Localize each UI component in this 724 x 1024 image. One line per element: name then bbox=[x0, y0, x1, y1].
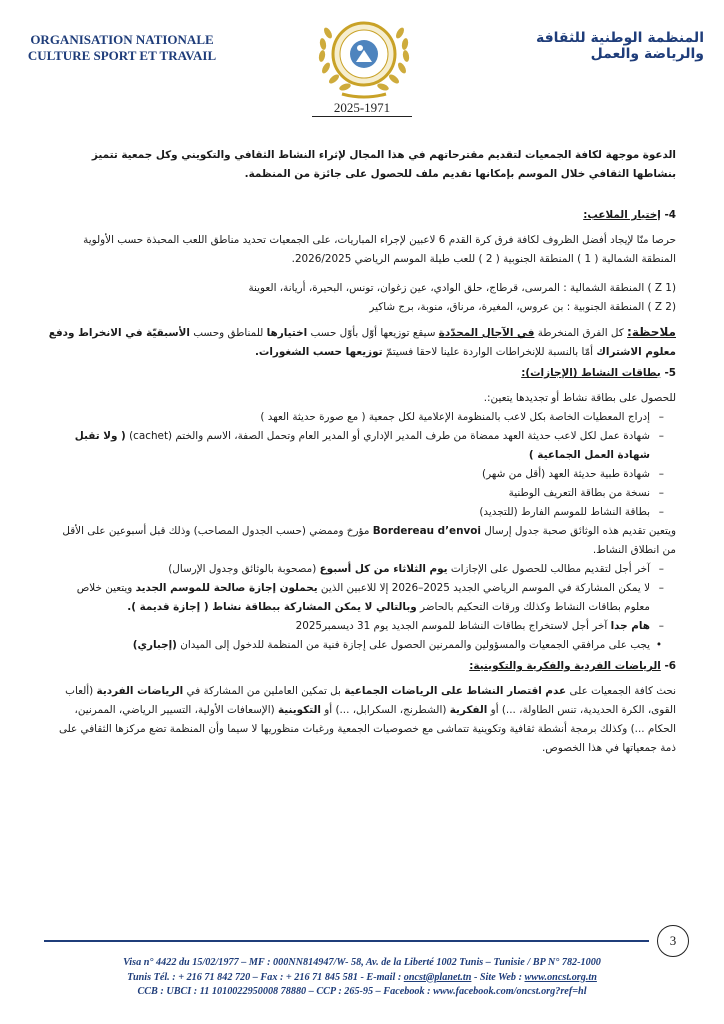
s6-text-b: عدم اقتصار النشاط على الرياضات الجماعية bbox=[344, 685, 567, 697]
list-item: – شهادة طبية حديثة العهد (أقل من شهر) bbox=[48, 465, 662, 484]
zone-1-line: (Z 1 ) المنطقة الشمالية : المرسى، قرطاج، حلق الوادي، عين زغوان، تونس، البحيرة، أريانة، العوينة bbox=[248, 282, 676, 294]
s6-text-g: (الشطرنج، السكرابل، ...) أو bbox=[324, 704, 447, 716]
section-5-title: بطاقات النشاط (الإجازات): bbox=[521, 367, 661, 379]
note-text-b: في الآجال المحدّدة bbox=[438, 327, 535, 339]
org-name-arabic: المنظمة الوطنية للثقافة والرياضة والعمل bbox=[535, 30, 704, 62]
section-6-paragraph bbox=[48, 682, 676, 758]
zone-2-line: (Z 2 ) المنطقة الجنوبية : بن عروس، المغيرة، مرناق، منوبة، برج شاكير bbox=[369, 301, 676, 313]
license-requirements-list bbox=[48, 408, 676, 522]
page-number: 3 bbox=[657, 925, 689, 957]
list-item bbox=[48, 636, 662, 655]
list-item bbox=[48, 617, 662, 636]
note-text-d: اختيارها bbox=[266, 327, 308, 339]
list-item-text: شهادة عمل لكل لاعب حديثة العهد ممضاة من طرف المدير الإداري أو المدير العام وتحمل الصفة، الاسم والختم (cachet) bbox=[129, 430, 650, 442]
list-item-emphasis: ( ولا تقبل شهادة العمل الجماعية ) bbox=[74, 430, 650, 461]
footer-line-1: Visa n° 4422 du 15/02/1977 – MF : 000NN814947/W- 58, Av. de la Liberté 1002 Tunis – Tunisie / BP N° 782-1000 bbox=[123, 957, 601, 968]
section-5-number: 5- bbox=[664, 367, 676, 379]
mandatory-text: يجب على مرافقي الجمعيات والمسؤولين والممرنين الحصول على إجازة فنية من المنظمة للدخول إلى الميدان bbox=[180, 639, 650, 651]
bordereau-french-term: Bordereau d’envoi bbox=[372, 525, 481, 537]
document-body bbox=[48, 146, 676, 758]
s6-text-a: نحث كافة الجمعيات على bbox=[569, 685, 676, 697]
list-item: – نسخة من بطاقة التعريف الوطنية bbox=[48, 484, 662, 503]
footer-line-3: CCB : UBCI : 11 1010022950008 78880 – CCP : 265-95 – Facebook : www.facebook.com/oncst.org?ref=hl bbox=[137, 986, 587, 997]
section-4-title: إختيار الملاعب: bbox=[583, 209, 661, 221]
org-name-french-line1: ORGANISATION NATIONALE bbox=[30, 32, 214, 47]
section-4-number: 4- bbox=[664, 209, 676, 221]
bordereau-paragraph bbox=[48, 522, 676, 560]
website-link[interactable]: www.oncst.org.tn bbox=[524, 971, 597, 983]
list-item bbox=[48, 579, 662, 617]
mandatory-list bbox=[48, 636, 676, 655]
note-text-f: الأسبقيّة في الانخراط ودفع معلوم الاشتراك bbox=[48, 327, 676, 358]
footer-contact bbox=[20, 956, 704, 1000]
list-item: – بطاقة النشاط للموسم الفارط (للتجديد) bbox=[48, 503, 662, 522]
s6-text-e: (ألعاب القوى، الكرة الحديدية، تنس الطاولة، ...) أو bbox=[65, 685, 676, 716]
s6-text-d: الرياضات الفردية bbox=[96, 685, 184, 697]
note-text-e: للمناطق وحسب bbox=[193, 327, 264, 339]
list-item bbox=[48, 427, 662, 465]
note-text-a: كل الفرق المنخرطة bbox=[537, 327, 624, 339]
season-text-b: يحملون إجازة صالحة للموسم الجديد bbox=[135, 582, 318, 594]
section-6-heading bbox=[48, 657, 676, 676]
org-name-french-line2: CULTURE SPORT ET TRAVAIL bbox=[27, 48, 217, 63]
important-text: آخر أجل لاستخراج بطاقات النشاط للموسم الجديد يوم 31 ديسمبر2025 bbox=[295, 620, 608, 632]
s6-text-h: التكوينية bbox=[277, 704, 321, 716]
section-4-paragraph: حرصا منّا لإيجاد أفضل الظروف لكافة فرق كرة القدم 6 لاعبين لإجراء المباريات، على الجمعيات تحديد مناطق اللعب المحبذة حسب الأولوية المنطقة الشمالية ( 1 ) المنطقة الجنوبية ( 2 ) للعب طيلة الموسم الرياضي 2026/2025. bbox=[83, 234, 676, 265]
deadline-text-b: يوم الثلاثاء من كل أسبوع bbox=[319, 563, 448, 575]
s6-text-i: (الإسعافات الأولية، التسيير الرياضي، الممرنين، الحكام ...) وكذلك برمجة أنشطة ثقافية وتكوينية تتماشى مع خصوصيات الجمعية ورغبات منظوريها لا سيما وأن المنظمة تضع مركزها الثقافي على ذمة جمعياتها في هذا الخصوص. bbox=[58, 704, 676, 754]
season-text-c: ويتعين خلاص معلوم بطاقات النشاط وكذلك ورقات التحكيم بالحاضر bbox=[76, 582, 650, 613]
s6-text-c: بل تمكين العاملين من المشاركة في bbox=[186, 685, 341, 697]
important-label: هام جدا bbox=[610, 620, 650, 632]
deadline-text-c: (مصحوبة بالوثائق وجدول الإرسال) bbox=[168, 563, 317, 575]
s6-text-f: الفكرية bbox=[449, 704, 488, 716]
season-text-a: لا يمكن المشاركة في الموسم الرياضي الجديد 2025–2026 إلا للاعبين الذين bbox=[320, 582, 650, 594]
note-label: ملاحظة: bbox=[627, 325, 676, 339]
footer-site-label: - Site Web : bbox=[473, 971, 522, 983]
season-text-d: وبالتالي لا يمكن المشاركة ببطاقة نشاط ( إجازة قديمة ). bbox=[127, 601, 417, 613]
footer-phone-fax: Tunis Tél. : + 216 71 842 720 – Fax : + 216 71 845 581 - E-mail : bbox=[127, 971, 402, 983]
note-text-h: توزيعها حسب الشغورات. bbox=[254, 346, 383, 358]
org-name-french bbox=[22, 32, 222, 64]
header-divider bbox=[312, 116, 412, 117]
note-paragraph bbox=[48, 323, 676, 362]
deadline-text-a: آخر أجل لتقديم مطالب للحصول على الإجازات bbox=[450, 563, 650, 575]
section-5-lead: للحصول على بطاقة نشاط أو تجديدها يتعين:. bbox=[483, 392, 676, 404]
list-item bbox=[48, 560, 662, 579]
license-rules-list bbox=[48, 560, 676, 636]
mandatory-tag: (إجباري) bbox=[132, 639, 177, 651]
section-4-heading bbox=[48, 206, 676, 225]
section-6-title: الرياضات الفردية والفكرية والتكوينية: bbox=[469, 660, 661, 672]
note-text-g: أمّا بالنسبة للإنخراطات الواردة علينا لاحقا فسيتمّ bbox=[385, 346, 594, 358]
intro-paragraph: الدعوة موجهة لكافة الجمعيات لتقديم مقترحاتهم في هذا المجال لإثراء النشاط الثقافي والتكويني وكل جمعية تتميز بنشاطها الثقافي خلال الموسم بإمكانها تقديم ملف للحصول على جائزة من المنظمة. bbox=[91, 149, 676, 180]
section-6-number: 6- bbox=[664, 660, 676, 672]
footer-divider bbox=[44, 940, 649, 942]
founding-years: 2025-1971 bbox=[333, 100, 391, 115]
organization-logo-emblem bbox=[312, 8, 416, 100]
bordereau-text-b: مؤرخ وممضي (حسب الجدول المصاحب) وذلك قبل أسبوعين على الأقل من انطلاق النشاط. bbox=[62, 525, 676, 556]
list-item: – إدراج المعطيات الخاصة بكل لاعب بالمنظومة الإعلامية لكل جمعية ( مع صورة حديثة العهد ) bbox=[48, 408, 662, 427]
footer-line-2 bbox=[20, 971, 704, 986]
email-link[interactable]: oncst@planet.tn bbox=[403, 971, 472, 983]
section-5-heading bbox=[48, 364, 676, 383]
note-text-c: سيقع توزيعها أوّل بأوّل حسب bbox=[310, 327, 436, 339]
bordereau-text-a: ويتعين تقديم هذه الوثائق صحبة جدول إرسال bbox=[484, 525, 676, 537]
